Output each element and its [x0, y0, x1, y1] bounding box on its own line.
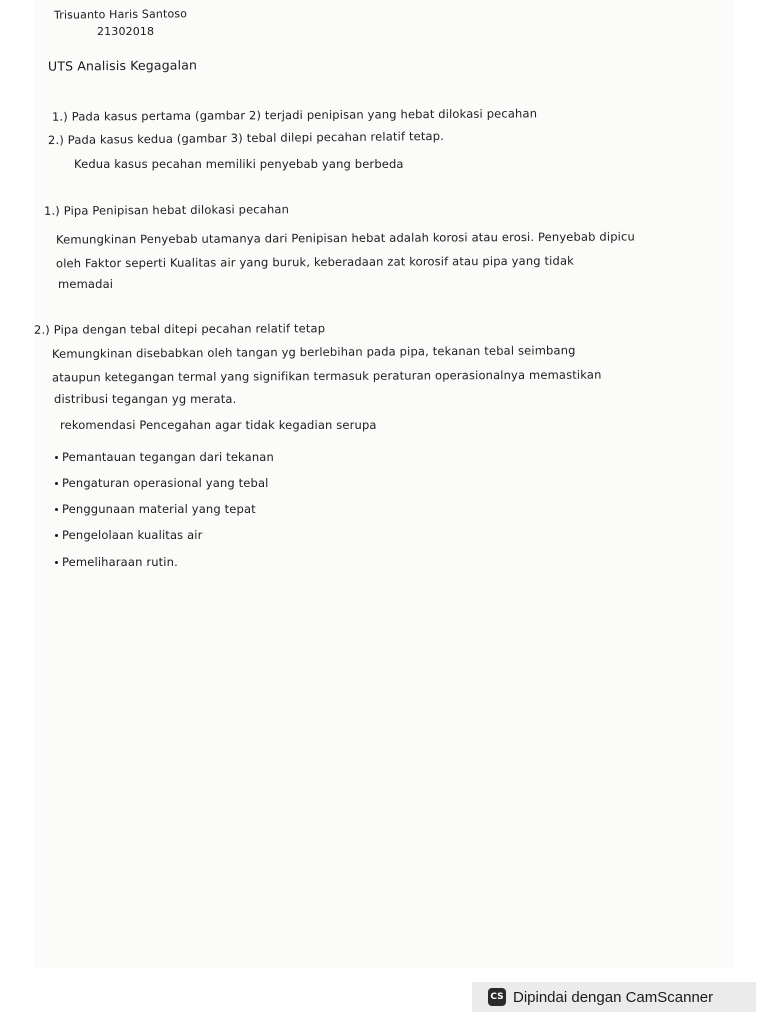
- camscanner-label: Dipindai dengan CamScanner: [513, 988, 714, 1006]
- section2-line-1: Kemungkinan disebabkan oleh tangan yg berlebihan pada pipa, tekanan tebal seimbang: [51, 343, 576, 361]
- bullet-dot-icon: [55, 482, 58, 485]
- bullet-text: Pemeliharaan rutin.: [62, 555, 178, 569]
- section1-line-2: oleh Faktor seperti Kualitas air yang buruk, keberadaan zat korosif atau pipa yang tidak: [55, 253, 575, 271]
- bullet-item: [55, 528, 203, 542]
- intro-line-2: 2.) Pada kasus kedua (gambar 3) tebal dilepi pecahan relatif tetap.: [47, 128, 444, 148]
- bullet-dot-icon: [55, 508, 58, 511]
- camscanner-logo-icon: CS: [488, 988, 506, 1006]
- document-title: UTS Analisis Kegagalan: [47, 57, 198, 74]
- bullet-item: [55, 502, 256, 516]
- section2-heading: 2.) Pipa dengan tebal ditepi pecahan relatif tetap: [33, 321, 326, 337]
- bullet-text: Penggunaan material yang tepat: [62, 502, 256, 516]
- bullet-dot-icon: [55, 534, 58, 537]
- bullet-item: [55, 450, 274, 464]
- section1-line-3: memadai: [58, 277, 114, 291]
- student-id: 21302018: [97, 25, 155, 38]
- author-name: Trisuanto Haris Santoso: [53, 7, 188, 22]
- bullet-dot-icon: [55, 561, 58, 564]
- bullet-text: Pemantauan tegangan dari tekanan: [62, 450, 274, 464]
- section2-recommendation: rekomendasi Pencegahan agar tidak kegadian serupa: [60, 418, 377, 432]
- intro-line-1: 1.) Pada kasus pertama (gambar 2) terjadi penipisan yang hebat dilokasi pecahan: [51, 106, 538, 124]
- intro-line-3: Kedua kasus pecahan memiliki penyebab yang berbeda: [74, 157, 404, 171]
- section2-line-3: distribusi tegangan yg merata.: [54, 392, 237, 406]
- bullet-item: [55, 555, 178, 569]
- section1-line-1: Kemungkinan Penyebab utamanya dari Penipisan hebat adalah korosi atau erosi. Penyebab dipicu: [55, 229, 635, 247]
- camscanner-badge: [472, 982, 756, 1012]
- bullet-text: Pengelolaan kualitas air: [62, 528, 203, 542]
- section1-heading: 1.) Pipa Penipisan hebat dilokasi pecahan: [43, 202, 290, 218]
- section2-line-2: ataupun ketegangan termal yang signifikan termasuk peraturan operasionalnya memastikan: [51, 367, 602, 385]
- bullet-item: [55, 476, 269, 490]
- bullet-text: Pengaturan operasional yang tebal: [62, 476, 269, 490]
- bullet-dot-icon: [55, 456, 58, 459]
